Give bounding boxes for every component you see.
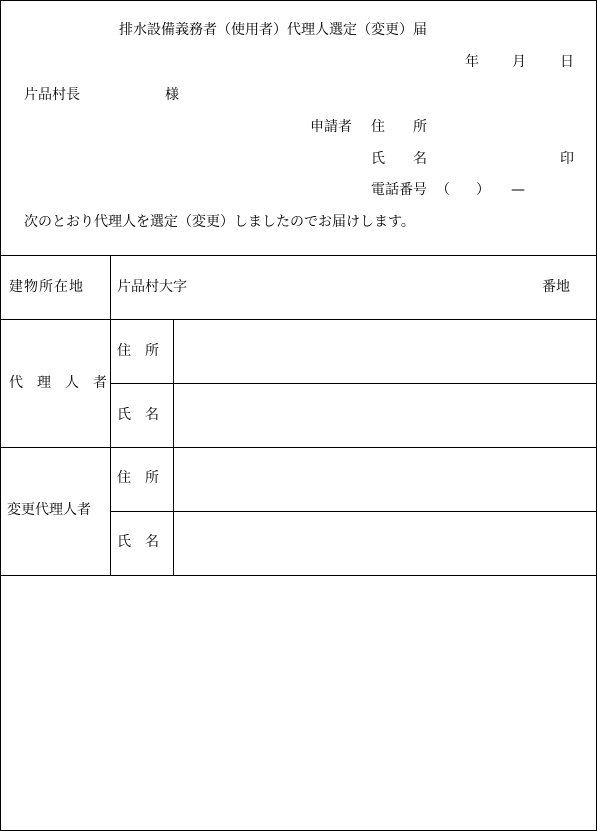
applicant-name-label: 氏 名 [371, 151, 427, 167]
date-day-label: 日 [560, 54, 574, 70]
phone-paren-close: ） [476, 182, 490, 198]
row-divider-agent [0, 447, 597, 448]
changed-agent-name-label: 氏 名 [117, 534, 159, 550]
addressee-honorific: 様 [165, 87, 179, 103]
row-divider-changed-inner [110, 511, 597, 512]
agent-name-label: 氏 名 [117, 407, 159, 423]
building-location-label: 建物所在地 [9, 279, 84, 295]
table-bottom-border [0, 575, 597, 576]
building-location-prefix: 片品村大字 [117, 279, 187, 295]
date-month-label: 月 [512, 54, 526, 70]
column-divider-sublabel [173, 319, 174, 576]
column-divider-label [110, 255, 111, 576]
phone-dash: — [511, 182, 525, 198]
phone-label: 電話番号 [371, 182, 427, 198]
row-divider-agent-inner [110, 383, 597, 384]
agent-address-label: 住 所 [117, 343, 159, 359]
applicant-label: 申請者 [310, 119, 352, 135]
table-top-border [0, 255, 597, 256]
building-location-suffix: 番地 [542, 279, 570, 295]
agent-label: 代 理 人 者 [9, 375, 107, 391]
row-divider-building [0, 319, 597, 320]
changed-agent-address-label: 住 所 [117, 470, 159, 486]
changed-agent-label: 変更代理人者 [7, 502, 91, 518]
applicant-address-label: 住 所 [371, 119, 427, 135]
date-year-label: 年 [465, 54, 479, 70]
seal-mark: 印 [560, 151, 574, 167]
statement-text: 次のとおり代理人を選定（変更）しましたのでお届けします。 [24, 214, 415, 230]
phone-paren-open: （ [436, 182, 450, 198]
addressee: 片品村長 [24, 87, 80, 103]
form-title: 排水設備義務者（使用者）代理人選定（変更）届 [119, 22, 427, 38]
